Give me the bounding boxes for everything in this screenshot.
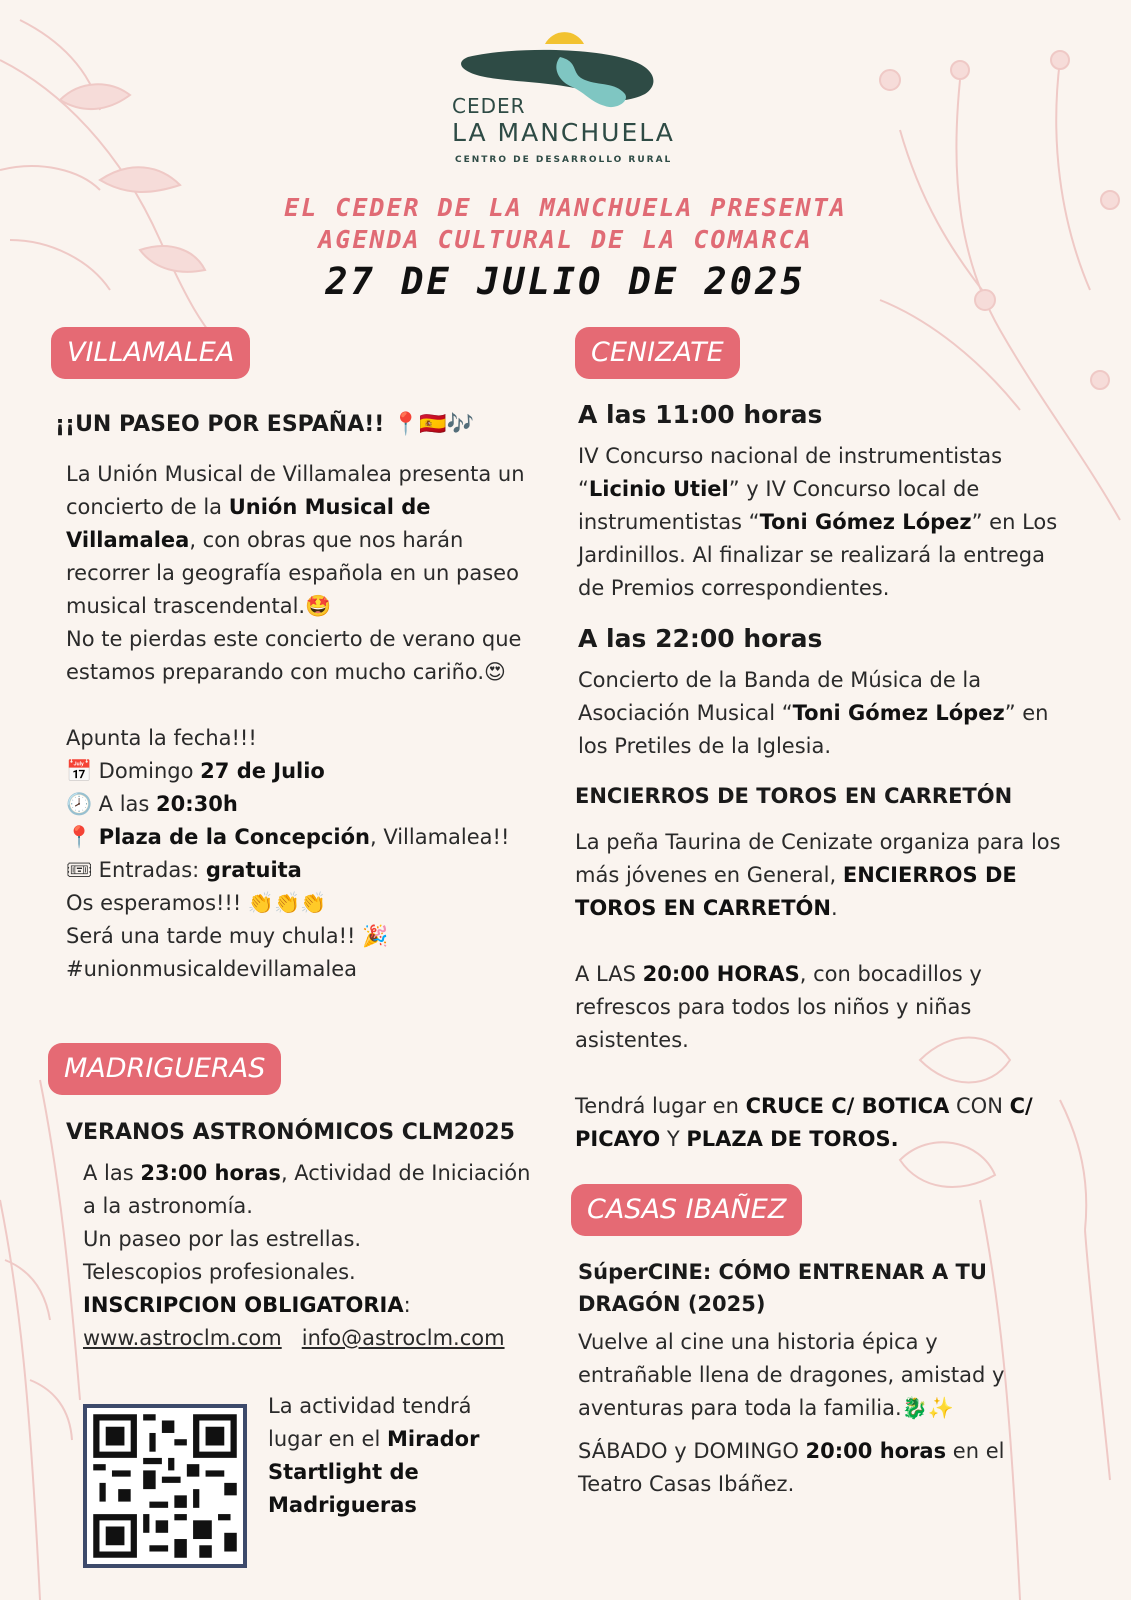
villamalea-os-esperamos: Os esperamos!!! 👏👏👏 [66, 891, 327, 915]
madrigueras-line-1: A las 23:00 horas, Actividad de Iniciación a la astronomía. [83, 1161, 531, 1218]
tag-villamalea: VILLAMALEA [51, 327, 250, 379]
logo-ceder: CEDER [452, 94, 526, 118]
villamalea-hashtag: #unionmusicaldevillamalea [66, 957, 357, 981]
villamalea-time-line: 🕗 A las 20:30h [66, 788, 536, 821]
madrigueras-line-4: INSCRIPCION OBLIGATORIA: [83, 1293, 411, 1317]
calendar-icon: 📅 [66, 759, 93, 783]
astroclm-email-link[interactable]: info@astroclm.com [301, 1326, 505, 1350]
villamalea-paragraph-2: No te pierdas este concierto de verano que estamos preparando con mucho cariño.😍 [66, 627, 522, 684]
madrigueras-links [83, 1322, 543, 1355]
villamalea-body [66, 458, 536, 986]
qr-code[interactable] [83, 1404, 247, 1568]
cenizate-paragraph-3: La peña Taurina de Cenizate organiza para los más jóvenes en General, ENCIERROS DE TOROS EN CARRETÓN. [575, 830, 1061, 920]
cenizate-encierros-title: ENCIERROS DE TOROS EN CARRETÓN [575, 784, 1013, 808]
header-line-1: EL CEDER DE LA MANCHUELA PRESENTA [284, 193, 847, 222]
cenizate-time-1: A las 11:00 horas [578, 400, 823, 429]
tag-cenizate: CENIZATE [575, 327, 740, 379]
astroclm-web-link[interactable]: www.astroclm.com [83, 1326, 282, 1350]
casas-body [578, 1326, 1048, 1501]
cenizate-paragraph-2: Concierto de la Banda de Música de la Asociación Musical “Toni Gómez López” en los Pretiles de la Iglesia. [578, 668, 1049, 758]
madrigueras-title: VERANOS ASTRONÓMICOS CLM2025 [66, 1120, 515, 1145]
logo-subtitle: CENTRO DE DESARROLLO RURAL [455, 155, 673, 165]
madrigueras-line-3: Telescopios profesionales. [83, 1260, 356, 1284]
header-line-2: AGENDA CULTURAL DE LA COMARCA [318, 225, 813, 254]
villamalea-tickets-line: 🎟 Entradas: gratuita [66, 854, 536, 887]
cenizate-time-2: A las 22:00 horas [578, 624, 823, 653]
casas-paragraph-1: Vuelve al cine una historia épica y entrañable llena de dragones, amistad y aventuras para toda la familia.🐉✨ [578, 1330, 1005, 1420]
qr-code-pattern [87, 1408, 243, 1564]
tag-madrigueras: MADRIGUERAS [48, 1043, 281, 1095]
villamalea-paragraph-1: La Unión Musical de Villamalea presenta un concierto de la Unión Musical de Villamalea, con obras que nos harán recorrer la geografía española en un paseo musical trascendental.🤩 [66, 462, 525, 618]
casas-title: SúperCINE: CÓMO ENTRENAR A TU DRAGÓN (2025) [578, 1260, 987, 1316]
logo-la-manchuela: LA MANCHUELA [452, 118, 675, 147]
madrigueras-body [83, 1157, 543, 1355]
pin-icon: 📍 [66, 825, 93, 849]
villamalea-tarde-chula: Será una tarde muy chula!! 🎉 [66, 924, 389, 948]
cenizate-paragraph-1: IV Concurso nacional de instrumentistas “Licinio Utiel” y IV Concurso local de instrumentistas “Toni Gómez López” en Los Jardinillos. Al finalizar se realizará la entrega de Premios correspondientes. [578, 444, 1058, 600]
header-date: 27 DE JULIO DE 2025 [325, 260, 806, 303]
madrigueras-venue: La actividad tendrá lugar en el Mirador Startlight de Madrigueras [268, 1394, 480, 1517]
ticket-icon: 🎟 [66, 858, 93, 882]
madrigueras-line-2: Un paseo por las estrellas. [83, 1227, 362, 1251]
villamalea-apunta: Apunta la fecha!!! [66, 726, 257, 750]
villamalea-title: ¡¡UN PASEO POR ESPAÑA!! 📍🇪🇸🎶 [55, 412, 475, 437]
cenizate-paragraph-5: Tendrá lugar en CRUCE C/ BOTICA CON C/ PICAYO Y PLAZA DE TOROS. [575, 1094, 1033, 1151]
tag-casas-ibanez: CASAS IBAÑEZ [571, 1184, 802, 1236]
casas-paragraph-2: SÁBADO y DOMINGO 20:00 horas en el Teatro Casas Ibáñez. [578, 1439, 1005, 1496]
villamalea-date-line: 📅 Domingo 27 de Julio [66, 755, 536, 788]
cenizate-paragraph-4: A LAS 20:00 HORAS, con bocadillos y refrescos para todos los niños y niñas asistentes. [575, 962, 982, 1052]
cenizate-encierros-body [575, 826, 1065, 1156]
villamalea-place-line: 📍 Plaza de la Concepción, Villamalea!! [66, 821, 536, 854]
clock-icon: 🕗 [66, 792, 93, 816]
